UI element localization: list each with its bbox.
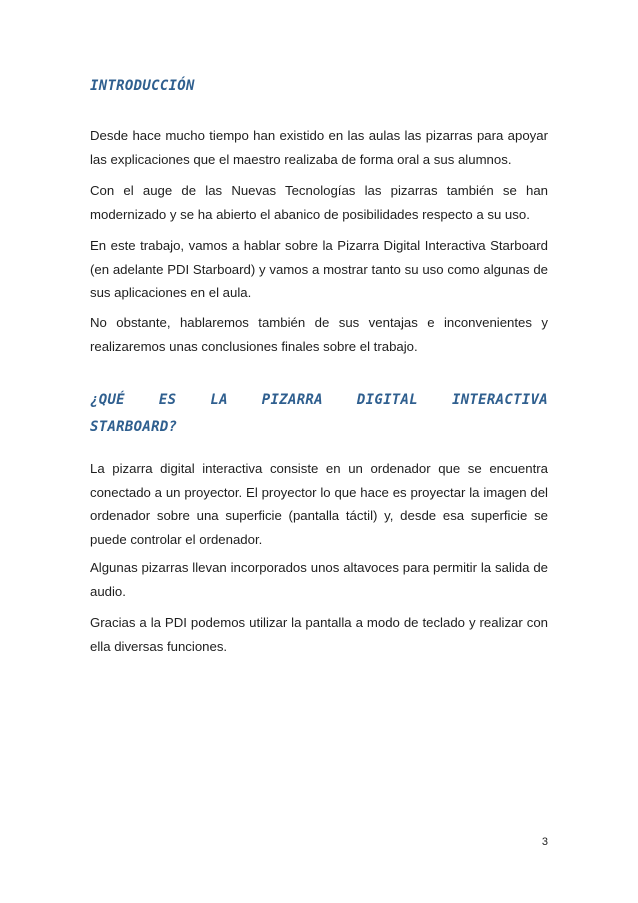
paragraph: En este trabajo, vamos a hablar sobre la Pizarra Digital Interactiva Starboard (en adelante PDI Starboard) y vamos a mostrar tanto su uso como algunas de sus aplicaciones en el aula. [90, 238, 548, 300]
section-heading-line: STARBOARD? [90, 419, 178, 435]
section-heading-introduccion: INTRODUCCIÓN [90, 78, 195, 94]
paragraph: La pizarra digital interactiva consiste en un ordenador que se encuentra conectado a un proyector. El proyector lo que hace es proyectar la imagen del ordenador sobre una superficie (pantalla táctil) y, desde esa superficie se puede controlar el ordenador. [90, 461, 548, 547]
paragraph: Algunas pizarras llevan incorporados unos altavoces para permitir la salida de audio. [90, 560, 548, 599]
page-number: 3 [541, 836, 548, 848]
paragraph: No obstante, hablaremos también de sus ventajas e inconvenientes y realizaremos unas conclusiones finales sobre el trabajo. [90, 315, 548, 354]
paragraph: Gracias a la PDI podemos utilizar la pantalla a modo de teclado y realizar con ella diversas funciones. [90, 615, 548, 654]
section-heading-que-es-la-pizarra [90, 387, 548, 441]
paragraph: Con el auge de las Nuevas Tecnologías las pizarras también se han modernizado y se ha abierto el abanico de posibilidades respecto a su uso. [90, 183, 548, 222]
paragraph: Desde hace mucho tiempo han existido en las aulas las pizarras para apoyar las explicaciones que el maestro realizaba de forma oral a sus alumnos. [90, 128, 548, 167]
section-heading-line: ¿QUÉ ES LA PIZARRA DIGITAL INTERACTIVA [90, 392, 548, 408]
